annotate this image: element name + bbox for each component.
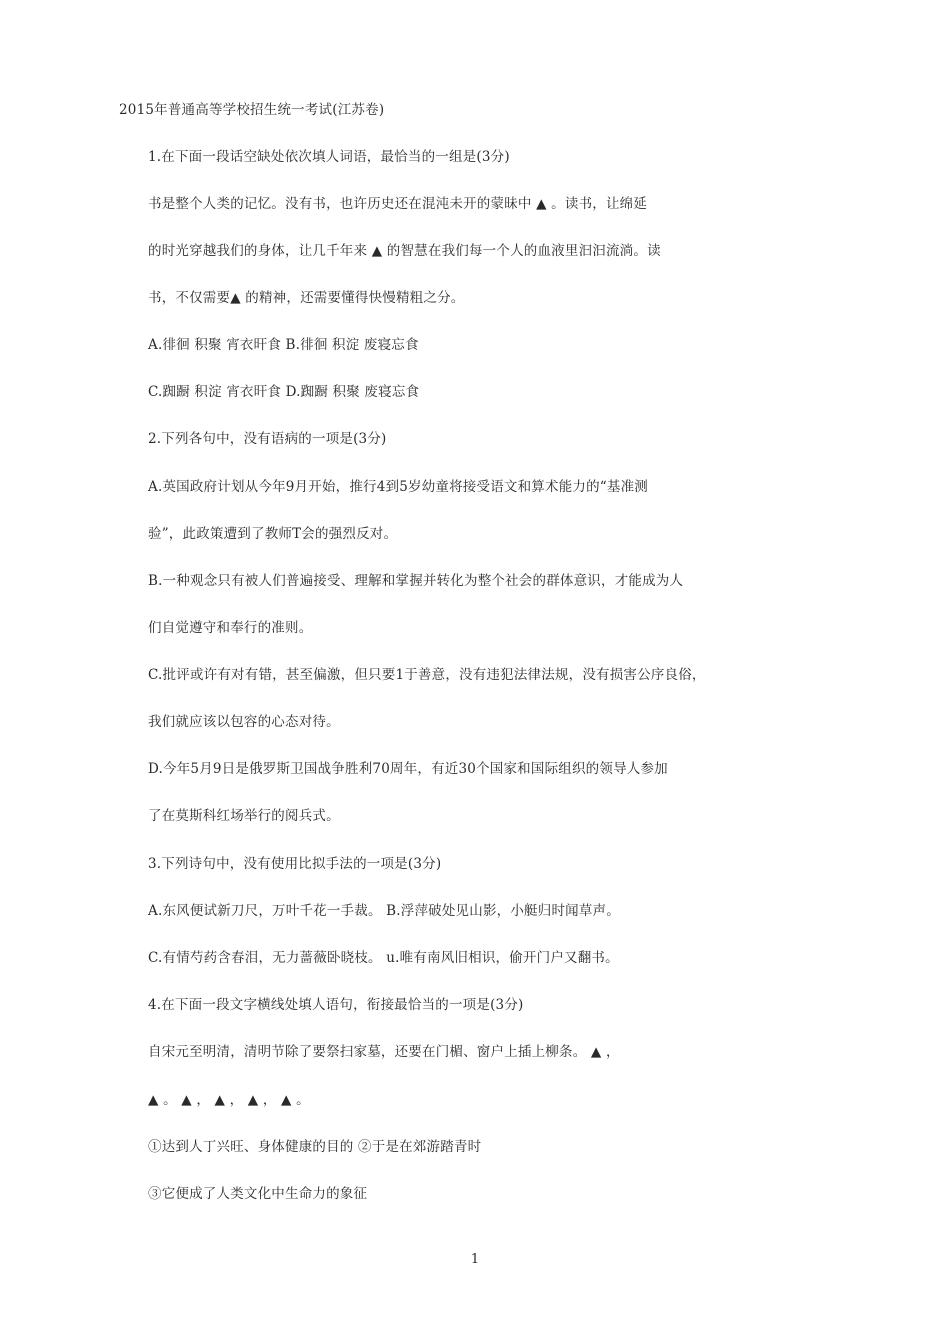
- question-2-option-c-2: 我们就应该以包容的心态对待。: [148, 714, 340, 730]
- question-2-option-b-1: B.一种观念只有被人们普遍接受、理解和掌握并转化为整个社会的群体意识，才能成为人: [148, 573, 684, 589]
- question-2-stem: 2.下列各句中，没有语病的一项是(3分): [148, 431, 387, 447]
- question-3-stem: 3.下列诗句中，没有使用比拟手法的一项是(3分): [148, 856, 442, 872]
- question-1-stem: 1.在下面一段话空缺处依次填人词语，最恰当的一组是(3分): [148, 149, 510, 165]
- question-4-blanks: ▲ 。 ▲ ， ▲ ， ▲ ， ▲ 。: [148, 1092, 310, 1108]
- question-3-options-cd: C.有情芍药含春泪，无力蔷薇卧晓枝。 u.唯有南风旧相识，偷开门户又翻书。: [148, 950, 619, 966]
- question-2-option-c-1: C.批评或许有对有错，甚至偏激，但只要1于善意，没有违犯法律法规，没有损害公序良俗，: [148, 667, 706, 683]
- document-title: 2015年普通高等学校招生统一考试(江苏卷): [119, 102, 385, 118]
- question-2-option-a-2: 验”，此政策遭到了教师T会的强烈反对。: [148, 526, 398, 542]
- question-1-passage-3: 书，不仅需要▲ 的精神，还需要懂得快慢精粗之分。: [148, 290, 465, 306]
- question-1-options-ab: A.徘徊 积聚 宵衣旰食 B.徘徊 积淀 废寝忘食: [148, 337, 419, 353]
- question-1-passage-1: 书是整个人类的记忆。没有书，也许历史还在混沌未开的蒙昧中 ▲ 。读书，让绵延: [148, 196, 648, 212]
- question-4-choice-1-2: ①达到人丁兴旺、身体健康的目的 ②于是在郊游踏青时: [148, 1139, 482, 1155]
- question-4-stem: 4.在下面一段文字横线处填人语句，衔接最恰当的一项是(3分): [148, 997, 524, 1013]
- question-4-passage-1: 自宋元至明清，清明节除了要祭扫家墓，还要在门楣、窗户上插上柳条。 ▲ ，: [148, 1044, 620, 1060]
- question-4-choice-3: ③它便成了人类文化中生命力的象征: [148, 1186, 368, 1202]
- question-3-options-ab: A.东风便试新刀尺，万叶千花一手裁。 B.浮萍破处见山影，小艇归时闻草声。: [148, 903, 620, 919]
- question-1-passage-2: 的时光穿越我们的身体，让几千年来 ▲ 的智慧在我们每一个人的血液里汩汩流淌。读: [148, 243, 661, 259]
- page-number: 1: [470, 1252, 480, 1267]
- question-2-option-b-2: 们自觉遵守和奉行的准则。: [148, 620, 313, 636]
- question-2-option-d-1: D.今年5月9日是俄罗斯卫国战争胜利70周年，有近30个国家和国际组织的领导人参加: [148, 761, 668, 777]
- question-2-option-d-2: 了在莫斯科红场举行的阅兵式。: [148, 808, 340, 824]
- question-1-options-cd: C.踟蹰 积淀 宵衣旰食 D.踟蹰 积聚 废寝忘食: [148, 384, 420, 400]
- question-2-option-a-1: A.英国政府计划从今年9月开始，推行4到5岁幼童将接受语文和算术能力的“基准测: [148, 479, 649, 495]
